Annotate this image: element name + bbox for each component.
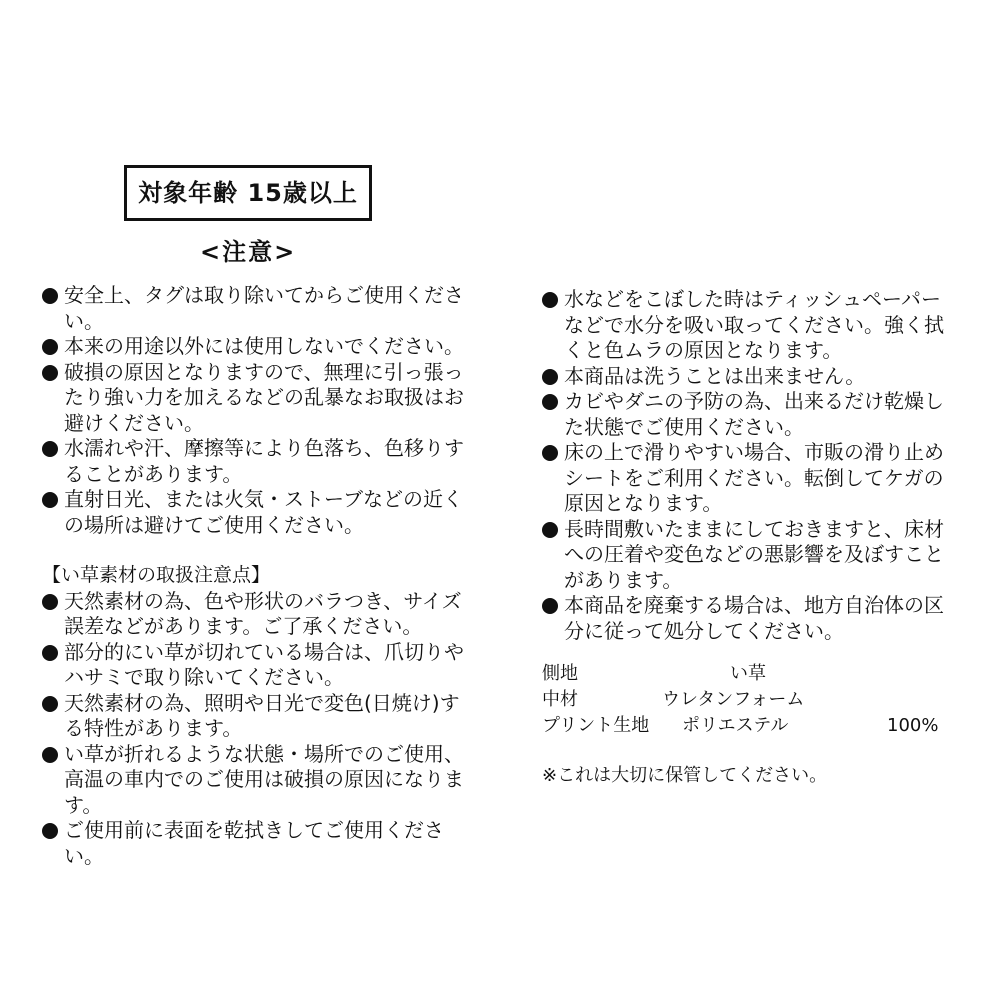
material-name: ウレタンフォーム bbox=[662, 689, 805, 710]
caution-title: <注意> bbox=[200, 238, 297, 266]
bullet-icon bbox=[542, 369, 558, 385]
bullet-icon bbox=[542, 522, 558, 538]
bullet-icon bbox=[542, 445, 558, 461]
caution-item: 直射日光、または火気・ストーブなどの近くの場所は避けてご使用ください。 bbox=[42, 487, 472, 538]
material-name: い草 bbox=[730, 663, 766, 684]
bullet-icon bbox=[42, 645, 58, 661]
material-row bbox=[542, 714, 952, 738]
caution-item: 水濡れや汗、摩擦等により色落ち、色移りすることがあります。 bbox=[42, 436, 472, 487]
material-name: ポリエステル bbox=[682, 715, 789, 736]
bullet-icon bbox=[42, 492, 58, 508]
caution-item: 破損の原因となりますので、無理に引っ張ったり強い力を加えるなどの乱暴なお取扱はお避けください。 bbox=[42, 360, 472, 437]
bullet-icon bbox=[42, 339, 58, 355]
care-item: 本商品は洗うことは出来ません。 bbox=[542, 364, 957, 390]
age-notice-box bbox=[124, 165, 372, 221]
keep-note: ※これは大切に保管してください。 bbox=[542, 765, 828, 786]
igusa-item: 天然素材の為、色や形状のバラつき、サイズ誤差などがあります。ご了承ください。 bbox=[42, 589, 472, 640]
bullet-icon bbox=[42, 441, 58, 457]
care-item: カビやダニの予防の為、出来るだけ乾燥した状態でご使用ください。 bbox=[542, 389, 957, 440]
material-part: 中材 bbox=[542, 689, 578, 710]
material-row bbox=[542, 688, 952, 712]
igusa-item: い草が折れるような状態・場所でのご使用、高温の車内でのご使用は破損の原因になります。 bbox=[42, 742, 472, 819]
bullet-icon bbox=[542, 598, 558, 614]
igusa-item: 天然素材の為、照明や日光で変色(日焼け)する特性があります。 bbox=[42, 691, 472, 742]
right-column bbox=[542, 287, 957, 644]
age-notice: 対象年齢 15歳以上 bbox=[138, 179, 358, 207]
caution-item: 本来の用途以外には使用しないでください。 bbox=[42, 334, 472, 360]
igusa-heading: 【い草素材の取扱注意点】 bbox=[42, 564, 271, 586]
bullet-icon bbox=[42, 365, 58, 381]
bullet-icon bbox=[42, 288, 58, 304]
igusa-item: ご使用前に表面を乾拭きしてご使用ください。 bbox=[42, 818, 472, 869]
material-part: 側地 bbox=[542, 663, 578, 684]
care-item: 長時間敷いたままにしておきますと、床材への圧着や変色などの悪影響を及ぼすことがあります。 bbox=[542, 517, 957, 594]
bullet-icon bbox=[42, 747, 58, 763]
material-row bbox=[542, 662, 952, 686]
igusa-item: 部分的にい草が切れている場合は、爪切りやハサミで取り除いてください。 bbox=[42, 640, 472, 691]
care-item: 水などをこぼした時はティッシュペーパーなどで水分を吸い取ってください。強く拭くと色ムラの原因となります。 bbox=[542, 287, 957, 364]
material-percent: 100% bbox=[887, 715, 939, 736]
bullet-icon bbox=[542, 292, 558, 308]
bullet-icon bbox=[42, 823, 58, 839]
bullet-icon bbox=[42, 594, 58, 610]
bullet-icon bbox=[42, 696, 58, 712]
care-item: 床の上で滑りやすい場合、市販の滑り止めシートをご利用ください。転倒してケガの原因となります。 bbox=[542, 440, 957, 517]
left-column bbox=[42, 283, 472, 869]
caution-item: 安全上、タグは取り除いてからご使用ください。 bbox=[42, 283, 472, 334]
care-item: 本商品を廃棄する場合は、地方自治体の区分に従って処分してください。 bbox=[542, 593, 957, 644]
bullet-icon bbox=[542, 394, 558, 410]
material-part: プリント生地 bbox=[542, 715, 650, 736]
